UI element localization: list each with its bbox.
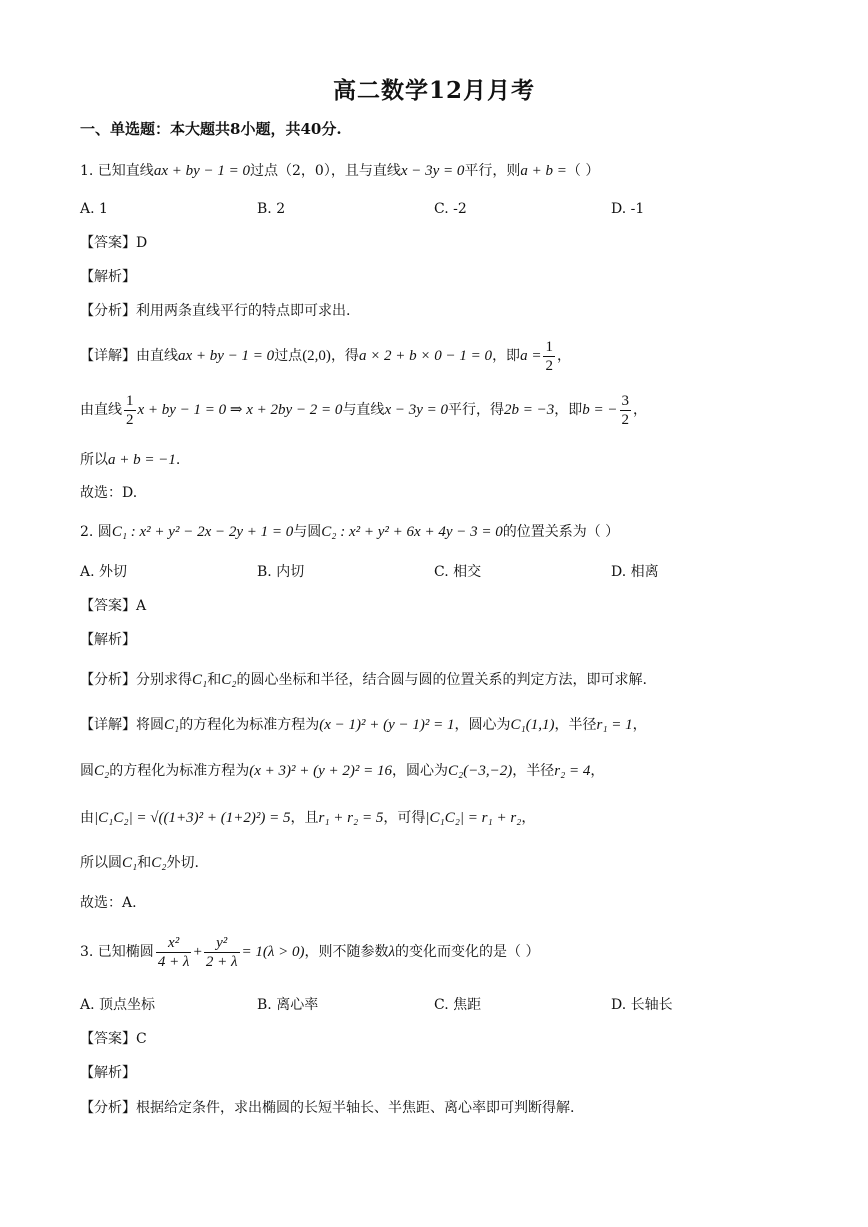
q2-fenxi: 【分析】分别求得C₁和C₂的圆心坐标和半径，结合圆与圆的位置关系的判定方法，即可求解. (80, 672, 647, 688)
q1-choose: 故选：D. (80, 485, 138, 501)
q2-detail-line3: 由|C₁C₂| = √((1+3)² + (1+2)²) = 5，且r₁ + r₂ = 5，可得|C₁C₂| = r₁ + r₂， (80, 810, 536, 826)
q2-option-a: A. 外切 (80, 564, 128, 580)
q1-answer: 【答案】D (80, 235, 148, 251)
q1-detail-line2: 由直线 $\frac{1}{2}$ x + by − 1 = 0 ⇒ x + 2by − 2 = 0与直线x − 3y = 0平行，得2b = −3，即b = − $\frac{3}{2}$ ， (80, 392, 647, 428)
q1-option-a: A. 1 (80, 201, 108, 217)
fraction: $\frac{3}{2}$ (621, 392, 629, 428)
q2-answer: 【答案】A (80, 598, 147, 614)
q3-answer: 【答案】C (80, 1031, 147, 1047)
q2-option-b: B. 内切 (257, 564, 305, 580)
q1-stem: 1. 已知直线ax + by − 1 = 0过点（2，0），且与直线x − 3y = 0平行，则a + b =（ ） (80, 163, 600, 179)
q1-option-b: B. 2 (257, 201, 286, 217)
fraction: $\frac{1}{2}$ (126, 392, 134, 428)
q3-option-a: A. 顶点坐标 (80, 997, 156, 1013)
q1-option-d: D. -1 (611, 201, 645, 217)
q1-detail-line1: 【详解】由直线ax + by − 1 = 0过点(2,0)，得a × 2 + b × 0 − 1 = 0，即a = $\frac{1}{2}$ ， (80, 338, 571, 374)
q3-fenxi: 【分析】根据给定条件，求出椭圆的长短半轴长、半焦距、离心率即可判断得解. (80, 1100, 575, 1116)
q2-stem: 2. 圆C₁ : x² + y² − 2x − 2y + 1 = 0与圆C₂ : x² + y² + 6x + 4y − 3 = 0的位置关系为（ ） (80, 524, 620, 540)
q3-option-b: B. 离心率 (257, 997, 319, 1013)
q2-detail-line4: 所以圆C₁和C₂外切. (80, 855, 199, 871)
fraction: $\frac{\text{y²}}{2 + \lambda}$ (205, 934, 238, 970)
q1-fenxi: 【分析】利用两条直线平行的特点即可求出. (80, 303, 351, 319)
page-title: 高二数学12月月考 (332, 77, 535, 104)
q1-detail-line3: 所以a + b = −1. (80, 452, 181, 468)
q2-detail-line2: 圆C₂的方程化为标准方程为(x + 3)² + (y + 2)² = 16，圆心为C₂(−3,−2)，半径r₂ = 4， (80, 763, 605, 779)
q2-detail-line1: 【详解】将圆C₁的方程化为标准方程为(x − 1)² + (y − 1)² = 1，圆心为C₁(1,1)，半径r₁ = 1， (80, 717, 647, 733)
section-heading: 一、单选题：本大题共8小题，共40分. (80, 120, 342, 138)
q2-jiexi: 【解析】 (80, 632, 136, 648)
q1-jiexi: 【解析】 (80, 269, 136, 285)
fraction: $\frac{\text{x²}}{4 + \lambda}$ (157, 934, 190, 970)
q3-option-d: D. 长轴长 (611, 997, 673, 1013)
q2-option-d: D. 相离 (611, 564, 659, 580)
fraction: $\frac{1}{2}$ (545, 338, 553, 374)
q3-jiexi: 【解析】 (80, 1065, 136, 1081)
q3-stem: 3. 已知椭圆 $\frac{\text{x²}}{4 + \lambda}$ + $\frac{\text{y²}}{2 + \lambda}$ = 1(λ > 0)，则不随参数λ的变化而变化的是（ ） (80, 934, 540, 970)
q3-option-c: C. 焦距 (434, 997, 482, 1013)
q2-option-c: C. 相交 (434, 564, 482, 580)
q1-option-c: C. -2 (434, 201, 467, 217)
q2-choose: 故选：A. (80, 895, 137, 911)
